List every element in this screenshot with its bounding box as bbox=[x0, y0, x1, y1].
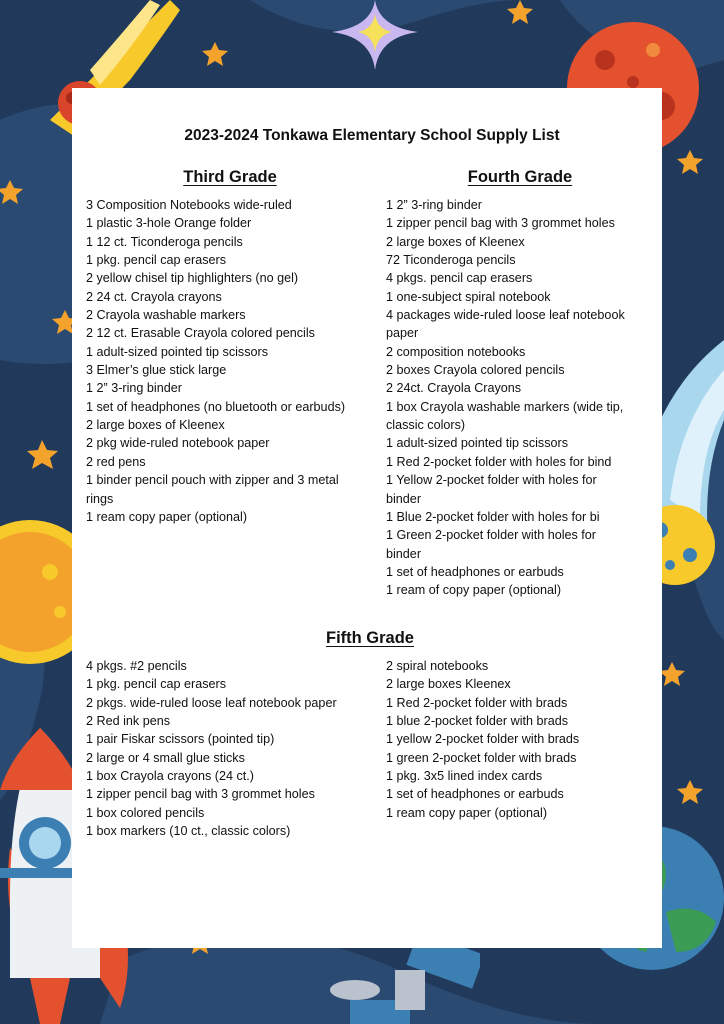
list-item: 1 binder pencil pouch with zipper and 3 metal bbox=[86, 473, 339, 488]
list-item: 1 yellow 2-pocket folder with brads bbox=[386, 732, 580, 747]
list-item: 1 2” 3-ring binder bbox=[386, 198, 482, 212]
list-item: 1 zipper pencil bag with 3 grommet holes bbox=[86, 787, 315, 802]
list-item: 1 Blue 2-pocket folder with holes for bi bbox=[386, 509, 600, 524]
list-item: rings bbox=[86, 491, 114, 506]
list-item: 1 pair Fiskar scissors (pointed tip) bbox=[86, 732, 275, 747]
list-item: 2 yellow chisel tip highlighters (no gel) bbox=[86, 271, 299, 286]
list-item: 2 boxes Crayola colored pencils bbox=[386, 363, 565, 378]
list-item: 1 Red 2-pocket folder with holes for bind bbox=[386, 454, 612, 469]
list-item: 1 ream of copy paper (optional) bbox=[386, 583, 562, 598]
list-item: 2 pkgs. wide-ruled loose leaf notebook paper bbox=[86, 695, 337, 710]
list-item: 1 set of headphones or earbuds bbox=[386, 787, 564, 802]
list-item: 1 set of headphones or earbuds bbox=[386, 564, 564, 579]
list-item: 1 blue 2-pocket folder with brads bbox=[386, 714, 569, 729]
third-grade-list bbox=[86, 196, 378, 526]
list-item: 1 12 ct. Ticonderoga pencils bbox=[86, 234, 243, 249]
list-item: 1 pkg. 3x5 lined index cards bbox=[386, 769, 543, 784]
list-item: 2 Crayola washable markers bbox=[86, 308, 246, 323]
list-item: classic colors) bbox=[386, 418, 466, 433]
fifth-grade-list-right bbox=[386, 657, 664, 822]
list-item: 1 ream copy paper (optional) bbox=[386, 805, 548, 820]
list-item: 1 plastic 3-hole Orange folder bbox=[86, 216, 252, 231]
list-item: 2 red pens bbox=[86, 454, 146, 469]
list-item: 2 12 ct. Erasable Crayola colored pencils bbox=[86, 326, 315, 341]
list-item: binder bbox=[386, 546, 422, 561]
fifth-grade-list-left bbox=[86, 657, 378, 840]
list-item: 2 24ct. Crayola Crayons bbox=[386, 381, 522, 396]
list-item: 4 pkgs. pencil cap erasers bbox=[386, 271, 533, 286]
list-item: 1 2” 3-ring binder bbox=[86, 381, 182, 396]
page-title: 2023-2024 Tonkawa Elementary School Supply List bbox=[184, 127, 560, 144]
list-item: 1 box Crayola crayons (24 ct.) bbox=[86, 769, 254, 784]
list-item: 1 pkg. pencil cap erasers bbox=[86, 677, 227, 692]
list-item: 1 box Crayola washable markers (wide tip, bbox=[386, 399, 624, 414]
list-item: 1 adult-sized pointed tip scissors bbox=[386, 436, 569, 451]
list-item: 1 ream copy paper (optional) bbox=[86, 509, 248, 524]
list-item: 2 large boxes Kleenex bbox=[386, 677, 511, 692]
fourth-grade-heading: Fourth Grade bbox=[467, 168, 573, 186]
list-item: 1 one-subject spiral notebook bbox=[386, 289, 551, 304]
list-item: 4 packages wide-ruled loose leaf notebook bbox=[386, 308, 625, 323]
fifth-grade-heading: Fifth Grade bbox=[325, 629, 414, 647]
list-item: 4 pkgs. #2 pencils bbox=[86, 659, 187, 673]
list-item: 1 Green 2-pocket folder with holes for bbox=[386, 528, 597, 543]
list-item: 3 Elmer’s glue stick large bbox=[86, 363, 227, 378]
list-item: 2 Red ink pens bbox=[86, 714, 171, 729]
list-item: 1 pkg. pencil cap erasers bbox=[86, 253, 227, 268]
list-item: 1 Yellow 2-pocket folder with holes for bbox=[386, 473, 597, 488]
list-item: binder bbox=[386, 491, 422, 506]
list-item: 1 Red 2-pocket folder with brads bbox=[386, 695, 568, 710]
list-item: 1 green 2-pocket folder with brads bbox=[386, 750, 577, 765]
list-item: paper bbox=[386, 326, 419, 341]
list-item: 2 pkg wide-ruled notebook paper bbox=[86, 436, 270, 451]
list-item: 2 large boxes of Kleenex bbox=[386, 234, 525, 249]
third-grade-heading: Third Grade bbox=[183, 168, 277, 186]
list-item: 1 box colored pencils bbox=[86, 805, 205, 820]
list-item: 2 24 ct. Crayola crayons bbox=[86, 289, 222, 304]
list-item: 3 Composition Notebooks wide-ruled bbox=[86, 198, 292, 212]
list-item: 1 box markers (10 ct., classic colors) bbox=[86, 824, 291, 839]
list-item: 2 large boxes of Kleenex bbox=[86, 418, 225, 433]
fourth-grade-list bbox=[386, 196, 664, 600]
list-item: 2 spiral notebooks bbox=[386, 659, 489, 673]
list-item: 2 composition notebooks bbox=[386, 344, 526, 359]
list-item: 1 zipper pencil bag with 3 grommet holes bbox=[386, 216, 615, 231]
list-item: 72 Ticonderoga pencils bbox=[386, 253, 516, 268]
list-item: 2 large or 4 small glue sticks bbox=[86, 750, 245, 765]
list-item: 1 set of headphones (no bluetooth or earbuds) bbox=[86, 399, 346, 414]
list-item: 1 adult-sized pointed tip scissors bbox=[86, 344, 269, 359]
